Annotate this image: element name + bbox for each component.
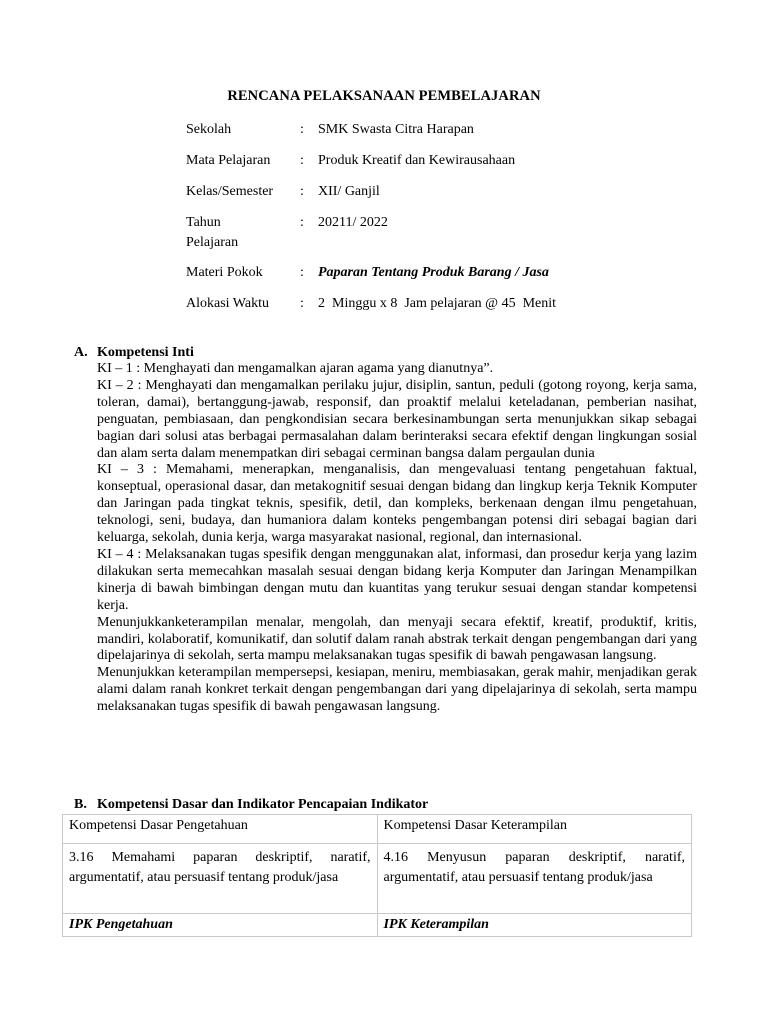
info-colon: : <box>300 122 304 137</box>
info-colon: : <box>300 296 304 311</box>
info-row-alokasi <box>186 294 626 314</box>
table-row <box>63 844 692 914</box>
kompetensi-dasar-table <box>62 814 692 937</box>
info-row-kelas <box>186 182 626 202</box>
info-colon: : <box>300 215 304 230</box>
info-label: Mata Pelajaran <box>186 153 271 168</box>
ki-paragraph: Menunjukkan keterampilan mempersepsi, kesiapan, meniru, membiasakan, gerak mahir, menjadikan gerak alami dalam ranah konkret terkait dengan pengembangan dari yang dipelajarinya di sekolah, serta mampu melaksanakan tugas spesifik di bawah pengawasan langsung. <box>97 665 697 715</box>
kompetensi-inti-text <box>97 361 697 716</box>
info-label: Materi Pokok <box>186 265 263 280</box>
info-value: Produk Kreatif dan Kewirausahaan <box>318 153 516 168</box>
section-a-heading <box>74 345 194 361</box>
info-row-tahun <box>186 213 626 253</box>
table-cell: 4.16 Menyusun paparan deskriptif, naratif, argumentatif, atau persuasif tentang produk/jasa <box>377 844 692 914</box>
ki-paragraph: KI – 3 : Memahami, menerapkan, menganalisis, dan mengevaluasi tentang pengetahuan faktual, konseptual, operasional dasar, dan metakognitif sesuai dengan bidang dan lingkup kerja Teknik Komputer dan Jaringan pada tingkat teknis, spesifik, detil, dan kompleks, berkenaan dengan ilmu pengetahuan, teknologi, seni, budaya, dan humaniora dalam konteks pengembangan potensi diri sebagai bagian dari keluarga, sekolah, dunia kerja, warga masyarakat nasional, regional, dan internasional. <box>97 462 697 546</box>
info-value: SMK Swasta Citra Harapan <box>318 122 474 137</box>
info-value: 2 Minggu x 8 Jam pelajaran @ 45 Menit <box>318 296 557 311</box>
table-cell: 3.16 Memahami paparan deskriptif, naratif, argumentatif, atau persuasif tentang produk/jasa <box>63 844 378 914</box>
table-header-cell: Kompetensi Dasar Keterampilan <box>377 815 692 844</box>
document-title: RENCANA PELAKSANAAN PEMBELAJARAN <box>227 88 541 104</box>
info-colon: : <box>300 265 304 280</box>
table-header-cell: Kompetensi Dasar Pengetahuan <box>63 815 378 844</box>
info-label: Sekolah <box>186 122 232 137</box>
table-cell: IPK Pengetahuan <box>63 914 378 937</box>
ki-paragraph: KI – 1 : Menghayati dan mengamalkan ajaran agama yang dianutnya”. <box>97 361 494 376</box>
info-label: Alokasi Waktu <box>186 296 269 311</box>
ki-paragraph: KI – 2 : Menghayati dan mengamalkan perilaku jujur, disiplin, santun, peduli (gotong royong, kerja sama, toleran, damai), bertanggung-jawab, responsif, dan proaktif melalui keteladanan, pemberian nasihat, penguatan, pembiasaan, dan pengkondisian secara berkesinambungan serta menunjukkan sikap sebagai bagian dari solusi atas berbagai permasalahan dalam berinteraksi secara efektif dengan lingkungan sosial dan alam serta dalam menempatkan diri sebagai cerminan bangsa dalam pergaulan dunia <box>97 377 697 461</box>
section-number: A. <box>74 345 88 360</box>
table-cell: IPK Keterampilan <box>377 914 692 937</box>
section-title: Kompetensi Dasar dan Indikator Pencapaian Indikator <box>97 797 429 812</box>
info-row-materi <box>186 263 626 283</box>
info-value: XII/ Ganjil <box>318 184 380 199</box>
info-row-sekolah <box>186 120 626 140</box>
info-row-mapel <box>186 151 626 171</box>
section-title: Kompetensi Inti <box>97 345 194 360</box>
info-value: 20211/ 2022 <box>318 215 388 230</box>
table-row <box>63 914 692 937</box>
ki-paragraph: Menunjukkanketerampilan menalar, mengolah, dan menyaji secara efektif, kreatif, produktif, kritis, mandiri, kolaboratif, komunikatif, dan solutif dalam ranah abstrak terkait dengan pengembangan dari yang dipelajarinya di sekolah, serta mampu melaksanakan tugas spesifik di bawah pengawasan langsung. <box>97 614 697 664</box>
table-row <box>63 815 692 844</box>
ki-paragraph: KI – 4 : Melaksanakan tugas spesifik dengan menggunakan alat, informasi, dan prosedur kerja yang lazim dilakukan serta memecahkan masalah sesuai dengan bidang kerja Komputer dan Jaringan Menampilkan kinerja di bawah bimbingan dengan mutu dan kuantitas yang terukur sesuai dengan standar kompetensi kerja. <box>97 546 697 613</box>
info-label: Kelas/Semester <box>186 184 274 199</box>
info-value: Paparan Tentang Produk Barang / Jasa <box>318 265 549 280</box>
info-colon: : <box>300 184 304 199</box>
info-label: Tahun Pelajaran <box>186 215 239 250</box>
section-number: B. <box>74 797 87 812</box>
info-colon: : <box>300 153 304 168</box>
section-b-heading <box>74 797 428 813</box>
identity-block <box>186 120 626 314</box>
